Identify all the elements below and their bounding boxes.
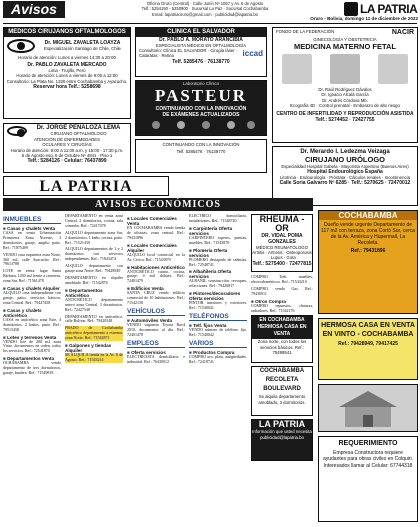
subsection: ■ Lotes y terrenos Venta (3, 335, 61, 340)
phone: Telf.: 5284126 · Celular: 76437899 (27, 158, 107, 165)
classified-ad: ALQUILO departamento zona Sur, 2 dormitorios, 1 baño, cocina, patio. Ref.: 71521439 (65, 229, 123, 245)
ad-line: OCULARES Y CIRUGÍAS (42, 142, 92, 148)
hours: Horario de atención: 9:00 a 11:00 a.m. y 15:00 - 17:30 p.m. (10, 147, 124, 153)
classified-ad: ALQUILO casa independiente con garaje, patio, servicios básicos, zona Central. Ref.: 79427458 (3, 290, 61, 305)
ad-header: COCHABAMBA (319, 211, 417, 220)
subsection: ■ Casas y chalets Anticrético (3, 308, 61, 318)
ad-materno-fetal (272, 27, 418, 143)
ad-title: PASTEUR (154, 86, 248, 106)
services: Ecografía 4D · Control prenatal · Embarazo de alto riesgo (290, 102, 400, 108)
contact-line: Oficina Oruro (Central) · Calle Junín Nº 1057 y Av. 6 de Agosto (146, 1, 264, 6)
ad-clinica (135, 27, 267, 77)
classified-ad: CASA en venta Urbanización Primavera Zona Noreste, 3 dormitorios, garaje, amplio patio. Ref.: 71875409 (3, 230, 61, 250)
subsection: ■ Plomería Oferta servicios (189, 248, 247, 258)
classifieds-header: AVISOS ECONÓMICOS (3, 198, 313, 211)
classified-ad: COMPRO, vendo Gas. Ref.: 79430011 (251, 285, 313, 296)
section-heading: VARIOS (189, 340, 247, 348)
doctor-specialty: CIRUJANO OFTALMÓLOGO (50, 131, 107, 136)
subsection: ■ Locales Comerciales Venta (127, 216, 185, 226)
subsection: ■ Pintores/decoradores Oferta servicios (189, 291, 247, 301)
doctor-specialty: MÉDICO REUMATÓLOGO (256, 245, 308, 250)
doctor-photo (378, 54, 408, 84)
clinic-logo: iccad (242, 48, 263, 58)
classified-ad: CARPINTERO roperos, puertas, muebles. Ref.: 71543870 (189, 234, 247, 245)
classified-ad: ANTICRÉTICO departamento nuevo zona Central, 3 dormitorios. Ref.: 72427548 (65, 296, 123, 312)
doctor-specialty: CIRUJANO URÓLOGO (304, 155, 385, 164)
phone: Ref.: 79431896 (350, 248, 386, 254)
classified-column (251, 214, 313, 523)
ad-small: FONDO DE LA FEDERACIÓN (276, 29, 335, 34)
services: Consultorio: Clínica EL SALVADOR · Cirugía láser · Cataratas · Retina (139, 48, 238, 59)
subsection: ■ Departamentos Anticrético (65, 288, 123, 298)
doctor-specialty: ESPECIALISTA MÉDICO EN OFTALMOLOGÍA (155, 43, 247, 48)
subsection: ■ Casas y chalets Venta (3, 226, 61, 231)
ad-header: MÉDICOS CIRUJANOS OFTALMÓLOGOS (4, 28, 130, 37)
ad-patria-small (251, 419, 313, 461)
tagline: DE EXÁMENES ACTUALIZADOS (162, 112, 240, 119)
logo-icon (344, 2, 358, 16)
tagline: CONTINUANDO CON LA INNOVACIÓN (155, 106, 247, 113)
newspaper-banner: LA PATRIA (3, 176, 169, 196)
ad-header: CLÍNICA EL SALVADOR (136, 28, 266, 37)
section-heading: INMUEBLES (3, 216, 61, 224)
logo-text: LA PATRIA (360, 1, 418, 16)
doctor-name: Dr. MIGUEL ZAVALETA LOAYZA (44, 40, 121, 47)
subsection: ■ Otros Compra (251, 299, 313, 304)
contact-info (70, 1, 340, 17)
ad-jorge-penaloza (3, 123, 131, 173)
doctor-name: Dr. JORGE PEÑALOZA LEMA (36, 125, 121, 131)
doctor-specialty: Especialización Santiago de Chile, Chile (44, 46, 121, 52)
people-illustration (136, 119, 266, 131)
classified-ad: ELECTRICISTA domiciliario e industrial. Ref.: 76430012 (127, 353, 185, 364)
classified-ad: ALBAÑIL construcción, revoques, refacciones. Ref.: 79426817 (189, 278, 247, 289)
hospital: Hospital Endourológico España (307, 169, 383, 176)
newspaper-logo (344, 1, 418, 16)
classified-ad: ALQUILO departamento con garaje zona Norte. Ref.: 79428949 (65, 263, 123, 274)
house-photo (319, 385, 417, 431)
subsection: ■ Habitaciones Anticrético (127, 265, 185, 270)
ad-line: ATENCIÓN DE ENFERMEDADES (33, 137, 101, 143)
subsection: ■ Departamentos Venta (3, 356, 61, 361)
ad-sub: Especialidad Hospital Gabela - Mayorista Argentino (Buenos Aires) (281, 164, 409, 169)
masthead (0, 0, 420, 22)
ad-footer: CENTRO DE INFERTILIDAD Y REPRODUCCIÓN ASISTIDA (276, 111, 414, 118)
ad-text: Telf. 5285476 · 76138770 (176, 149, 226, 155)
classified-ad: DEPARTAMENTO en alquiler amoblado. Ref.: 71542876 (65, 274, 123, 285)
ad-text: publicidad@lapatria.bo (260, 434, 304, 440)
doctor-name: Dr. PABLO ZAVALETA MERCADO (27, 62, 107, 69)
ad-title: LA PATRIA (258, 419, 306, 430)
section-heading: VEHÍCULOS (127, 308, 185, 316)
doctor-name: Dr. Merardo I. Ledezma Veizaga (300, 149, 390, 155)
ad-text: Dueño vende urgente Departamento de 117 m2 con terraza, zona Cortó Sur, cerca de la Av. América y Hupermall, La Recoleta. (321, 222, 415, 246)
subsection: ■ Oferta servicios (127, 350, 185, 355)
divider (3, 23, 417, 24)
subsection: ■ Carpintería Oferta servicios (189, 226, 247, 236)
section-heading: TELÉFONOS (189, 313, 247, 321)
classified-ad: PLOMERO destapado de cañerías. Ref.: 72548741 (189, 256, 247, 267)
subsection: ■ Locales Comerciales Alquiler (127, 243, 185, 253)
doctor-photo (282, 54, 312, 84)
ad-casa-venta (251, 315, 313, 363)
subsection: ■ Albañilería Oferta servicios (189, 269, 247, 279)
classified-ad: COMPRO repuestos, chatarra, radiadores. Ref.: 71542176 (251, 302, 313, 313)
classified-ad: VENDO casa esquinera zona Norte, 360 m2, calle Ayacucho. Ref.: 79613788 (3, 251, 61, 267)
ad-title: COCHABAMBA RECOLETA BOULEVARD (259, 368, 305, 393)
services: Artritis · Artrosis · Osteoporosis · Lupus · Gota (252, 250, 312, 261)
ad-title: REQUERIMIENTO (338, 440, 398, 447)
ad-cochabamba (318, 210, 418, 314)
doctor-name: DR. VIDAL POMA GONZALES (261, 233, 303, 245)
phone: Ref.: 79428949, 79417425 (338, 341, 398, 347)
section-heading: EMPLEOS (127, 340, 185, 348)
contact-line: Email: lapatriaoruro@gmail.com · publicidad@lapatria.bo (151, 11, 259, 17)
classified-ad: CASA en anticrético zona Este, 4 dormitorios, 2 baños, patio. Ref.: 79513458 (3, 316, 61, 332)
classified-ad: EN COCHABAMBA vendo tienda de oficinas, zona central. Ref.: 79431896 (127, 225, 185, 240)
ad-pasteur (135, 80, 267, 136)
ad-text: Se alquila departamento amoblado, 3 dormitorios. (258, 394, 306, 405)
phone: Telf.: 5275400 · 72477815 (252, 260, 312, 267)
classified-ad: COMPRO oro, plata, antigüedades. Ref.: 72418741 (189, 353, 247, 364)
classified-ad: ALQUILO local comercial en la Av. Cívica. Ref.: 71543870 (127, 251, 185, 262)
doctor-name: Dr. Andrés Córdova Mb. (322, 97, 368, 103)
classified-ad: LOTE en venta: lugar Santa Bárbara, 1450 m2 frente a carretera, zona Sur. Ref.: 71561478 (3, 268, 61, 284)
phone: Reservar hora Telf.: 5258698 (33, 83, 101, 90)
classified-ad: ANTICRÉTICO cuarto, cocina, garaje, 4 mil dólares. Ref.: 72401479 (127, 268, 185, 284)
phone: Calle Soria Galvarro Nº 6285 · Telf.: 5270625 · 72470012 (279, 180, 411, 187)
ad-oftalmologos (3, 27, 131, 119)
classified-ad: OCHABAMBA vendo departamento de tres dormitorios, garaje, baulera. Ref.: 71549818 (3, 360, 61, 376)
doctor-photo (330, 54, 360, 84)
contact-line: Telf.: 5254150 - 5250900 · Sucursal La Paz · Sucursal Cochabamba (141, 6, 269, 12)
classified-column (3, 214, 61, 523)
classified-ad: COMPRO Toñi, muebles, electrodomésticos. Ref.: 71543210 (251, 274, 313, 284)
date-line: Oruro - Bolivia, domingo 11 de diciembre de 2022 (310, 16, 418, 21)
doctor-name: Dr. PABLO A. MORATO ARANCIBIA (159, 37, 243, 43)
doctor-specialty: Lima - Trujillo, Perú (48, 68, 86, 74)
classified-ad: PINTOR interiores y exteriores. Ref.: 71540041 (189, 300, 247, 311)
section-title: Avisos (3, 1, 65, 18)
ad-small: Laboratorio Clínico (182, 81, 220, 86)
subsection: ■ Automóviles Venta (127, 318, 185, 323)
subsection: ■ Casas y chalets Alquiler (3, 286, 61, 291)
classified-ad: SANTA CRUZ vendo edificio comercial de 10 habitaciones. Ref.: 71542158 (127, 290, 185, 306)
ad-title: RHEUMA - OR (259, 214, 305, 233)
ad-text: Información que usted necesita (252, 429, 312, 435)
eye-icon (7, 39, 35, 53)
classified-ad: VENDO lote de 200 m2 zona Vinto, documentos en orden, todos los servicios. Ref.: 72541870 (3, 338, 61, 354)
address: Consultorio: La Plata No. 1320 entre Cochabamba y Ayacucho. (6, 78, 128, 84)
ad-text: Zona norte, con todos los servicios básicos. Ref.: 75499541 (257, 339, 307, 355)
classified-ad: DEPARTAMENTO en venta zona Central, 2 dormitorios, cocina, sala comedor. Ref.: 72417478 (65, 214, 123, 228)
ad-ledezma (272, 146, 418, 206)
ad-photo (318, 384, 418, 432)
ad-text: CONTINUANDO CON LA INNOVACIÓN (162, 142, 240, 147)
subsection: ■ Productos Compra (189, 350, 247, 355)
department: GINECOLOGÍA Y OBSTETRICIA (313, 37, 377, 42)
ad-requerimiento (318, 436, 418, 522)
ad-recoleta (251, 366, 313, 416)
ad-pasteur-info (135, 139, 267, 173)
ad-title: MEDICINA MATERNO FETAL (294, 42, 396, 52)
eye-icon (7, 126, 27, 136)
ad-text: Empresa Constructora requiere ayudantes para obras civiles en Colquiri. Interesados llamar al Celular: 67744318 (322, 450, 414, 469)
classified-column (189, 214, 247, 523)
classified-ad: DEPARTAMENTO en anticrético, calle Bolívar. Ref.: 79420548 (65, 313, 123, 324)
hours: Horario de atención: Lunes a viernes de 9:00 a 12:00 (16, 73, 118, 79)
phone: Telf.: 5274452 · 72427755 (315, 117, 375, 124)
ad-hermosa-casa (318, 318, 418, 380)
classified-ad: ALQUILO departamentos de 1 y 2 dormitorios con servicios independientes. Ref.: 71843474 (65, 246, 123, 262)
classified-ad: ELECTRICO domiciliario, instalaciones. Ref.: 71548720 (189, 214, 247, 223)
services: Litotricia · Endourología · Próstata · Cálculos renales · Incontinencia (280, 175, 410, 181)
brand-logo: NACIR (391, 29, 414, 36)
subsection: ■ Telf. fijos Venta (189, 323, 247, 328)
doctor-name: Dr. Ignacio Alcalá García (321, 92, 369, 98)
hours: Horario de atención: Lunes a viernes 14:30 a 20:00 (18, 55, 116, 60)
subsection: ■ Galpones y tiendas Alquiler (65, 343, 123, 353)
classified-ad-highlighted: SE ALQUILA tienda en la Av. 6 de Agosto. Ref.: 71543214 (65, 352, 123, 362)
ad-title: HERMOSA CASA EN VENTA EN VINTO - COCHABAMBA (321, 322, 415, 338)
classified-ad-highlighted: PRADO de Cochabamba anticrético departamento a estrenar, zona Norte. Ref.: 71542871 (65, 325, 123, 341)
address: 6 de Agosto esq. 6 de Octubre Nº 4841 · Piso 1 (21, 152, 113, 158)
phone: Telf. 5285476 · 76138770 (172, 58, 230, 65)
doctor-name: Dr. Raúl Rodríguez Dávalos (318, 87, 372, 93)
ad-header: EN COCHABAMBA HERMOSA CASA EN VENTA (252, 316, 312, 339)
classified-ad: VENDO número de teléfono fijo. Ref.: 71540042 (189, 327, 247, 337)
classified-ad: VENDO vagoneta Toyota Rav4 2010, documentos al día. Ref.: 72401478 (127, 321, 185, 337)
classified-column (65, 214, 123, 523)
ad-rheuma (251, 214, 313, 272)
classified-column (127, 214, 185, 523)
subsection: ■ Edificios Venta (127, 286, 185, 291)
